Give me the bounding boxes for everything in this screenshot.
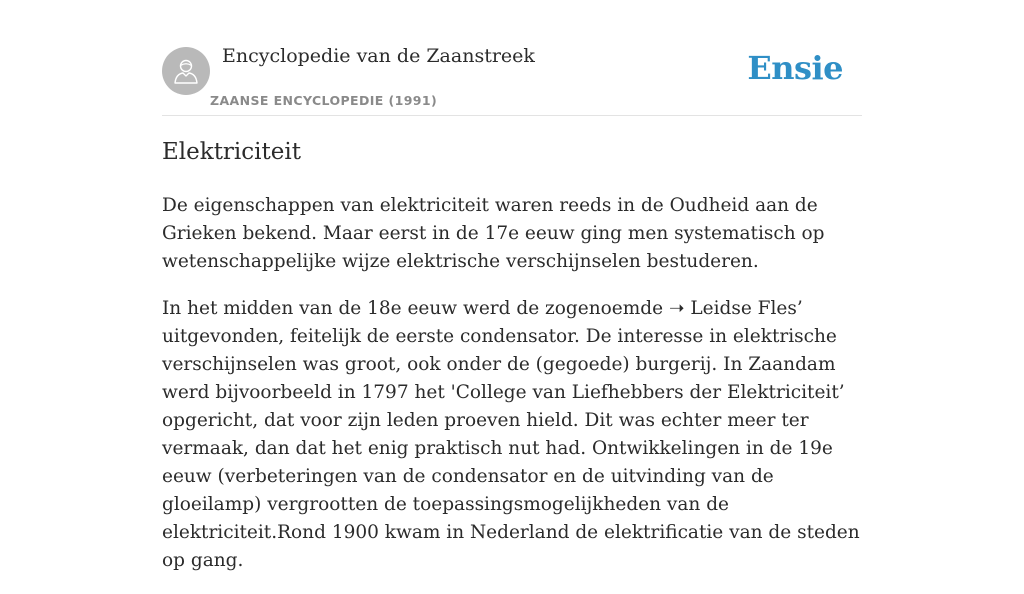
ensie-logo[interactable]: Ensie xyxy=(747,49,843,87)
article-body xyxy=(162,192,864,594)
arrow-icon: ➝ xyxy=(668,298,685,319)
paragraph: De eigenschappen van elektriciteit waren reeds in de Oudheid aan de Grieken bekend. Maar eerst in de 17e eeuw ging men systematisch op wetenschappelijke wijze elektrische verschijnselen bestuderen. xyxy=(162,195,825,272)
paragraph-text: In het midden van de 18e eeuw werd de zogenoemde xyxy=(162,298,669,319)
paragraph-text: uitgevonden, feitelijk de eerste condensator. De interesse in elektrische verschijnselen was groot, ook onder de (gegoede) burgerij. In Zaandam werd bijvoorbeeld in 1797 het 'College van Liefhebbers der Elektriciteit’ opgericht, dat voor zijn leden proeven hield. Dit was echter meer ter vermaak, dan dat het enig praktisch nut had. Ontwikkelingen in de 19e eeuw (verbeteringen van de condensator en de uitvinding van de gloeilamp) vergrootten de toepassingsmogelijkheden van de elektriciteit.Rond 1900 kwam in Nederland de elektrificatie van de steden op gang. xyxy=(162,326,860,571)
user-icon xyxy=(172,56,200,86)
paragraph xyxy=(162,295,864,575)
avatar[interactable] xyxy=(162,47,210,95)
encyclopedia-subtitle: ZAANSE ENCYCLOPEDIE (1991) xyxy=(210,93,438,108)
encyclopedia-header xyxy=(162,0,862,116)
article-title: Elektriciteit xyxy=(162,139,301,165)
encyclopedia-title-link[interactable]: Encyclopedie van de Zaanstreek xyxy=(222,45,535,67)
leidse-fles-link[interactable]: Leidse Fles’ xyxy=(690,298,803,319)
